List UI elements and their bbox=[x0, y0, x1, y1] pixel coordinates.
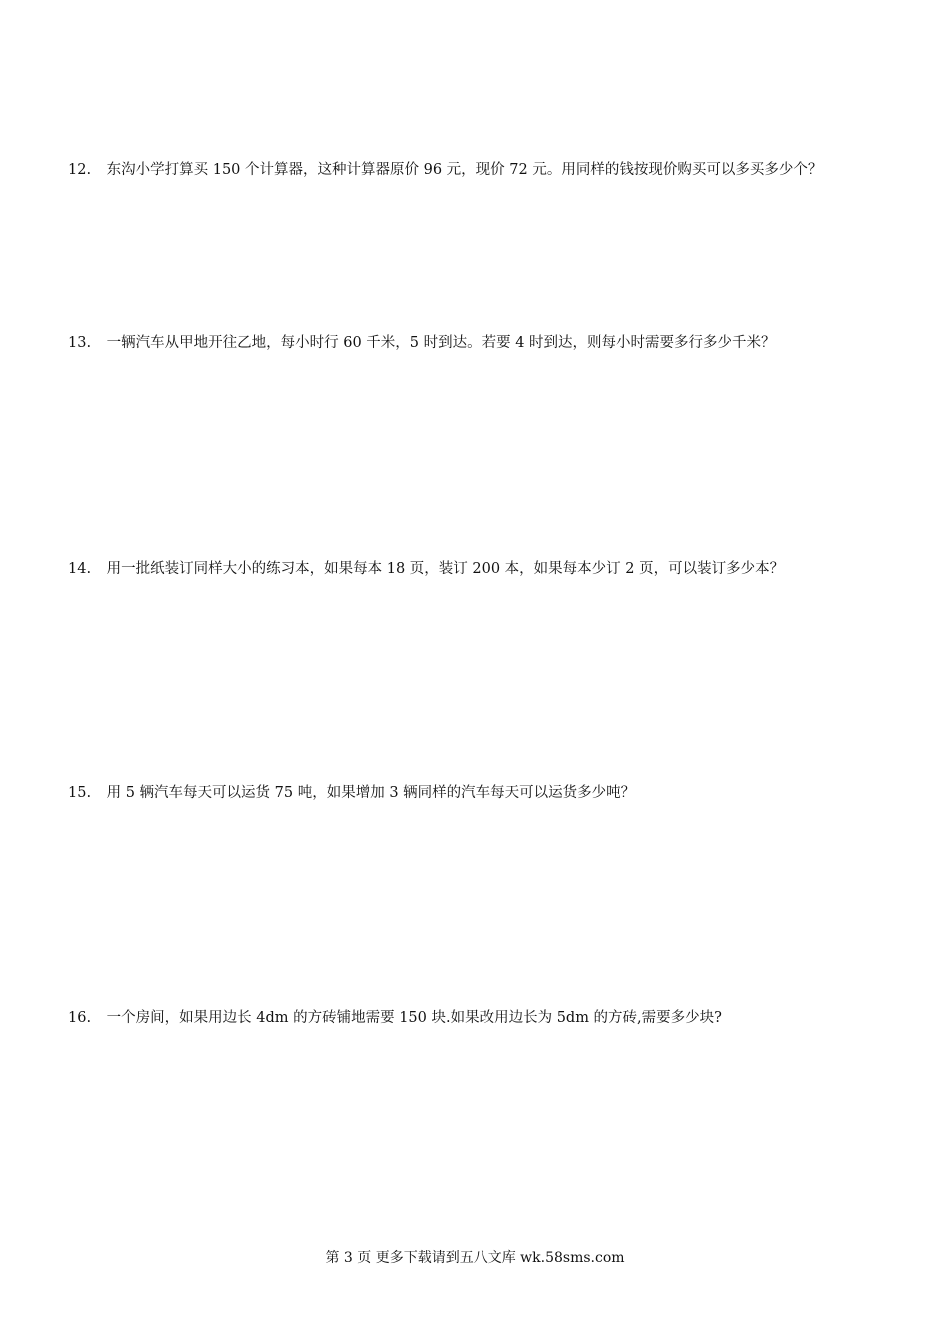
question-14 bbox=[68, 559, 898, 579]
page-footer: 第 3 页 更多下载请到五八文库 wk.58sms.com bbox=[325, 1250, 625, 1266]
question-number: 14. bbox=[68, 561, 92, 577]
question-text: 东沟小学打算买 150 个计算器，这种计算器原价 96 元，现价 72 元。用同样的钱按现价购买可以多买多少个？ bbox=[106, 162, 823, 178]
question-12 bbox=[68, 160, 898, 180]
question-text: 一辆汽车从甲地开往乙地，每小时行 60 千米，5 时到达。若要 4 时到达，则每小时需要多行多少千米？ bbox=[106, 335, 776, 351]
question-15 bbox=[68, 783, 898, 803]
question-16 bbox=[68, 1008, 898, 1028]
question-text: 一个房间，如果用边长 4dm 的方砖铺地需要 150 块.如果改用边长为 5dm 的方砖,需要多少块? bbox=[106, 1010, 722, 1026]
question-number: 12. bbox=[68, 162, 92, 178]
question-number: 15. bbox=[68, 785, 92, 801]
question-number: 13. bbox=[68, 335, 92, 351]
question-text: 用 5 辆汽车每天可以运货 75 吨，如果增加 3 辆同样的汽车每天可以运货多少吨？ bbox=[106, 785, 636, 801]
question-text: 用一批纸装订同样大小的练习本，如果每本 18 页，装订 200 本，如果每本少订 2 页，可以装订多少本？ bbox=[106, 561, 785, 577]
question-13 bbox=[68, 333, 898, 353]
question-number: 16. bbox=[68, 1010, 92, 1026]
